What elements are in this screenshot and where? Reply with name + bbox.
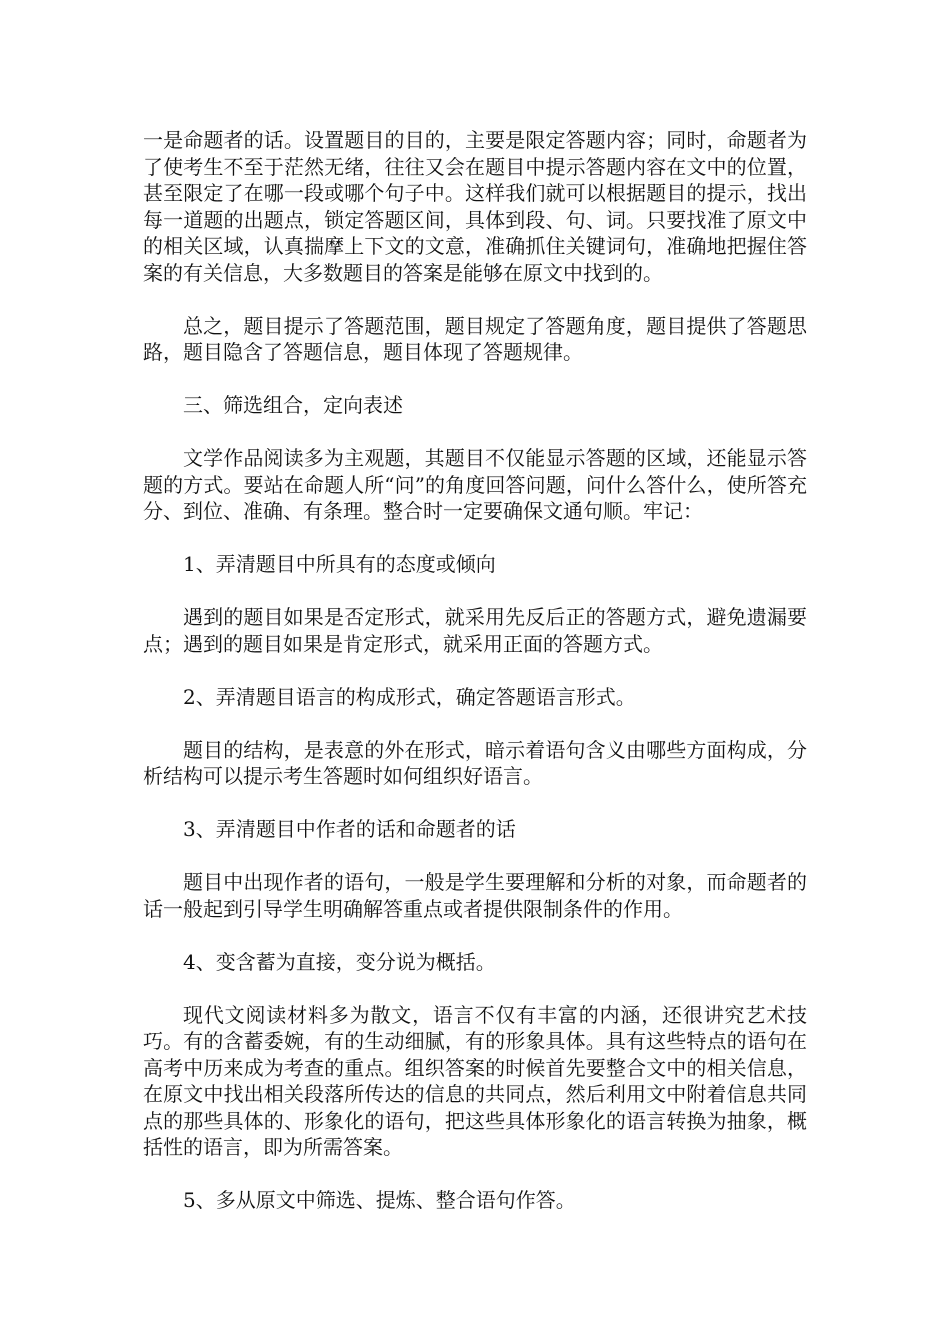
paragraph-subheading-3: 题目中出现作者的语句，一般是学生要理解和分析的对象，而命题者的话一般起到引导学生明确解答重点或者提供限制条件的作用。 (143, 870, 807, 921)
subheading-5: 5、多从原文中筛选、提炼、整合语句作答。 (183, 1188, 576, 1212)
paragraph-subheading-1: 遇到的题目如果是否定形式，就采用先反后正的答题方式，避免遗漏要点；遇到的题目如果是肯定形式，就采用正面的答题方式。 (143, 605, 807, 656)
document-body (143, 127, 807, 1240)
paragraph-subheading-4: 现代文阅读材料多为散文，语言不仅有丰富的内涵，还很讲究艺术技巧。有的含蓄委婉，有的生动细腻，有的形象具体。具有这些特点的语句在高考中历来成为考查的重点。组织答案的时候首先要整合文中的相关信息，在原文中找出相关段落所传达的信息的共同点，然后利用文中附着信息共同点的那些具体的、形象化的语句，把这些具体形象化的语言转换为抽象，概括性的语言，即为所需答案。 (143, 1002, 807, 1159)
paragraph-summary: 总之，题目提示了答题范围，题目规定了答题角度，题目提供了答题思路，题目隐含了答题信息，题目体现了答题规律。 (143, 313, 807, 364)
subheading-1: 1、弄清题目中所具有的态度或倾向 (183, 552, 496, 576)
subheading-3: 3、弄清题目中作者的话和命题者的话 (183, 817, 516, 841)
paragraph-subheading-2: 题目的结构，是表意的外在形式，暗示着语句含义由哪些方面构成，分析结构可以提示考生答题时如何组织好语言。 (143, 737, 807, 788)
section-heading-3: 三、筛选组合，定向表述 (183, 393, 403, 417)
paragraph-section-3-intro: 文学作品阅读多为主观题，其题目不仅能显示答题的区域，还能显示答题的方式。要站在命题人所“问”的角度回答问题，问什么答什么，使所答充分、到位、准确、有条理。整合时一定要确保文通句顺。牢记： (143, 446, 807, 523)
paragraph-continuation: 一是命题者的话。设置题目的目的，主要是限定答题内容；同时，命题者为了使考生不至于茫然无绪，往往又会在题目中提示答题内容在文中的位置，甚至限定了在哪一段或哪个句子中。这样我们就可以根据题目的提示，找出每一道题的出题点，锁定答题区间，具体到段、句、词。只要找准了原文中的相关区域，认真揣摩上下文的文意，准确抓住关键词句，准确地把握住答案的有关信息，大多数题目的答案是能够在原文中找到的。 (143, 128, 807, 285)
subheading-2: 2、弄清题目语言的构成形式，确定答题语言形式。 (183, 684, 636, 709)
subheading-4: 4、变含蓄为直接，变分说为概括。 (183, 949, 496, 974)
